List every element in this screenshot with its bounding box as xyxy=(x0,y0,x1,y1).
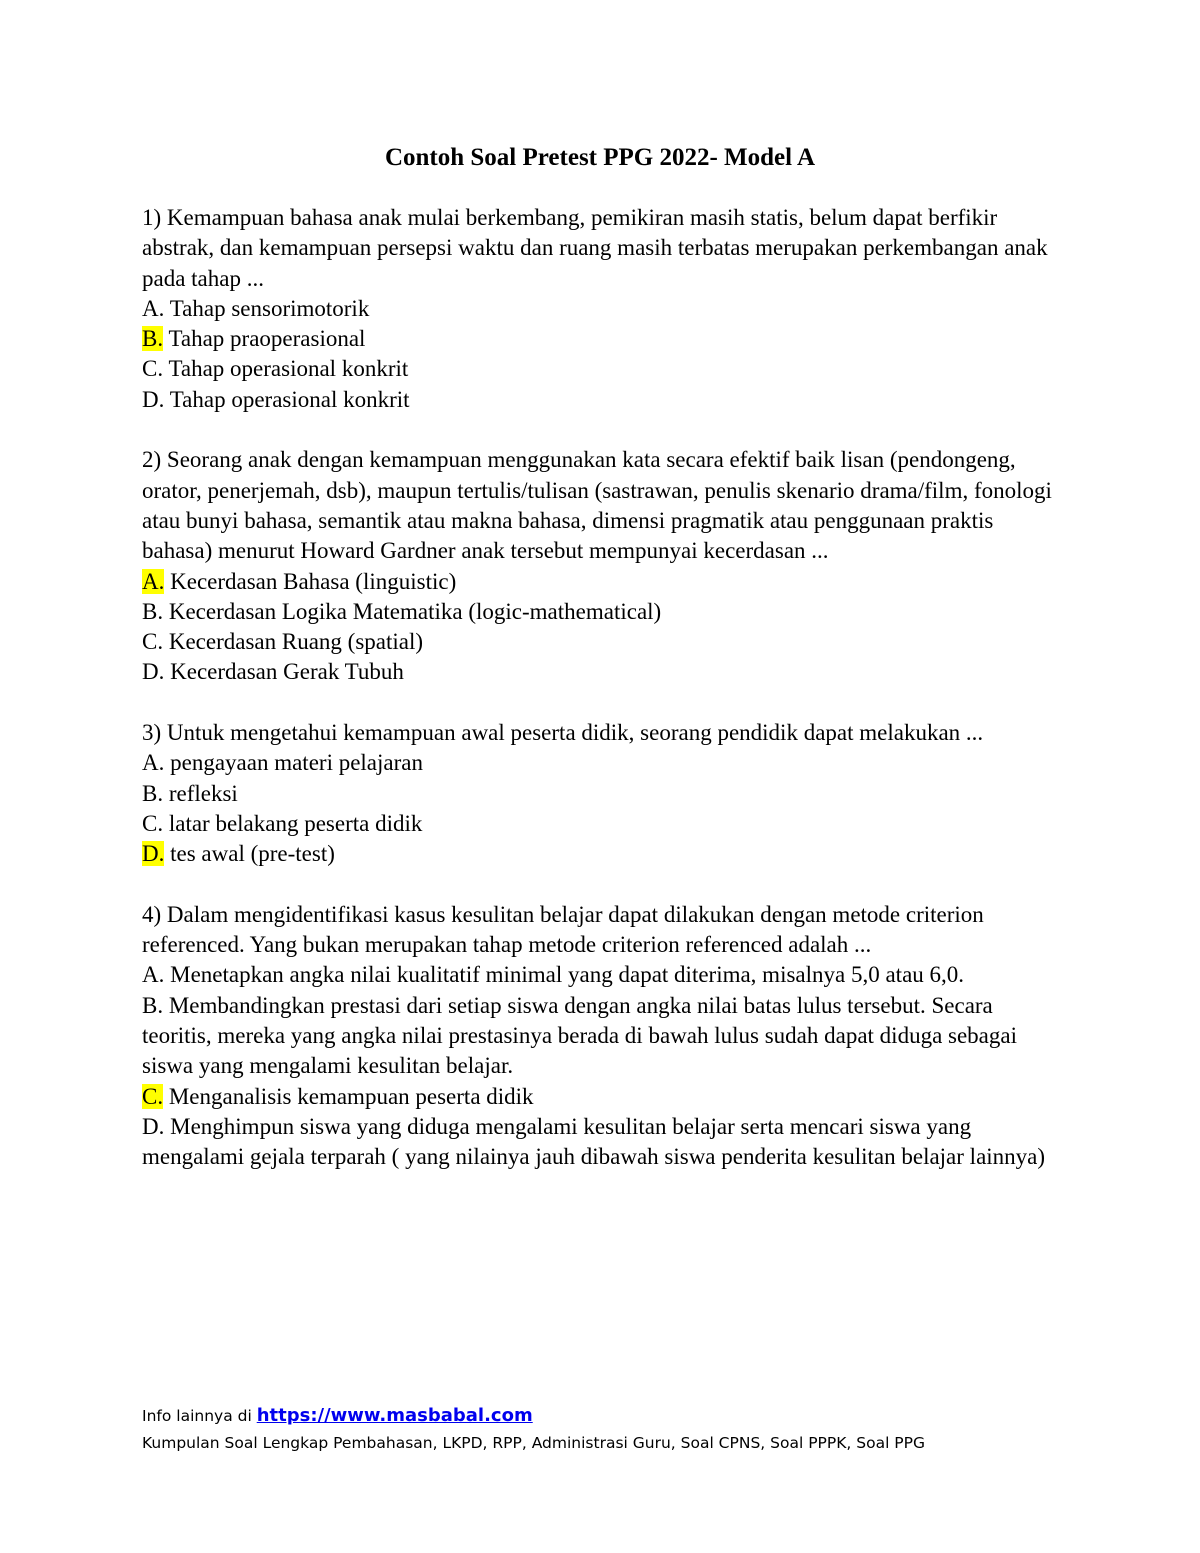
option-b-answer xyxy=(142,324,1067,354)
option-letter: C. xyxy=(142,810,164,836)
option-text: Menetapkan angka nilai kualitatif minimal yang dapat diterima, misalnya 5,0 atau 6,0. xyxy=(170,962,965,988)
answer-highlight: B. xyxy=(142,326,164,352)
option-c xyxy=(142,627,1067,657)
website-link[interactable]: https://www.masbabal.com xyxy=(256,1405,533,1426)
question-text: 2) Seorang anak dengan kemampuan menggunakan kata secara efektif baik lisan (pendongeng, orator, penerjemah, dsb), maupun tertulis/tulisan (sastrawan, penulis skenario drama/film, fonologi atau bunyi bahasa, semantik atau makna bahasa, dimensi pragmatik atau penggunaan praktis bahasa) menurut Howard Gardner anak tersebut mempunyai kecerdasan ... xyxy=(142,447,1052,564)
option-letter: C. xyxy=(142,356,164,382)
option-letter: A. xyxy=(142,962,165,988)
option-text: Tahap operasional konkrit xyxy=(169,386,410,412)
option-text: Kecerdasan Gerak Tubuh xyxy=(170,659,404,685)
answer-highlight: A. xyxy=(142,568,165,594)
question-text: 1) Kemampuan bahasa anak mulai berkembang, pemikiran masih statis, belum dapat berfikir abstrak, dan kemampuan persepsi waktu dan ruang masih terbatas merupakan perkembangan anak pada tahap ... xyxy=(142,205,1048,291)
option-letter: B. xyxy=(142,992,164,1018)
question-4 xyxy=(142,900,1067,1173)
option-d xyxy=(142,657,1067,687)
option-letter: A. xyxy=(142,750,165,776)
option-text: Menganalisis kemampuan peserta didik xyxy=(168,1083,534,1109)
option-text: latar belakang peserta didik xyxy=(168,810,423,836)
option-letter: D. xyxy=(142,386,165,412)
option-a xyxy=(142,748,1067,778)
footer-prefix: Info lainnya di xyxy=(142,1407,257,1425)
option-text: Tahap sensorimotorik xyxy=(169,295,370,321)
option-text: Tahap praoperasional xyxy=(168,326,366,352)
option-b xyxy=(142,597,1067,627)
option-text: Tahap operasional konkrit xyxy=(168,356,409,382)
option-c xyxy=(142,354,1067,384)
option-d xyxy=(142,385,1067,415)
option-text: Menghimpun siswa yang diduga mengalami kesulitan belajar serta mencari siswa yang mengalami gejala terparah ( yang nilainya jauh dibawah siswa penderita kesulitan belajar lainnya) xyxy=(142,1113,1046,1170)
question-2 xyxy=(142,445,1067,687)
option-letter: D. xyxy=(142,1113,165,1139)
option-b xyxy=(142,779,1067,809)
option-c-answer xyxy=(142,1082,1067,1112)
option-letter: B. xyxy=(142,780,164,806)
option-text: pengayaan materi pelajaran xyxy=(170,750,423,776)
option-a xyxy=(142,294,1067,324)
option-a-answer xyxy=(142,567,1067,597)
answer-highlight: C. xyxy=(142,1083,164,1109)
footer-line-1 xyxy=(142,1402,1092,1430)
option-d xyxy=(142,1112,1067,1173)
option-d-answer xyxy=(142,839,1067,869)
question-list xyxy=(142,203,1067,1203)
option-c xyxy=(142,809,1067,839)
option-text: tes awal (pre-test) xyxy=(170,841,335,867)
option-a xyxy=(142,960,1067,990)
option-b xyxy=(142,991,1067,1082)
question-3 xyxy=(142,718,1067,869)
option-text: Kecerdasan Logika Matematika (logic-mathematical) xyxy=(168,598,662,624)
answer-highlight: D. xyxy=(142,841,165,867)
option-text: refleksi xyxy=(168,780,238,806)
option-text: Kecerdasan Bahasa (linguistic) xyxy=(170,568,457,594)
question-1 xyxy=(142,203,1067,415)
question-text: 4) Dalam mengidentifikasi kasus kesulitan belajar dapat dilakukan dengan metode criterion referenced. Yang bukan merupakan tahap metode criterion referenced adalah ... xyxy=(142,901,984,958)
option-text: Membandingkan prestasi dari setiap siswa dengan angka nilai batas lulus tersebut. Secara teoritis, mereka yang angka nilai prestasinya berada di bawah lulus sudah dapat diduga sebagai siswa yang mengalami kesulitan belajar. xyxy=(142,992,1017,1079)
option-letter: C. xyxy=(142,629,164,655)
page-footer xyxy=(142,1402,1092,1457)
page-title: Contoh Soal Pretest PPG 2022- Model A xyxy=(384,144,816,171)
option-letter: D. xyxy=(142,659,165,685)
question-text: 3) Untuk mengetahui kemampuan awal peserta didik, seorang pendidik dapat melakukan ... xyxy=(142,720,984,746)
option-letter: B. xyxy=(142,598,164,624)
footer-line-2: Kumpulan Soal Lengkap Pembahasan, LKPD, RPP, Administrasi Guru, Soal CPNS, Soal PPPK, Soal PPG xyxy=(142,1434,926,1452)
option-text: Kecerdasan Ruang (spatial) xyxy=(168,629,424,655)
option-letter: A. xyxy=(142,295,165,321)
